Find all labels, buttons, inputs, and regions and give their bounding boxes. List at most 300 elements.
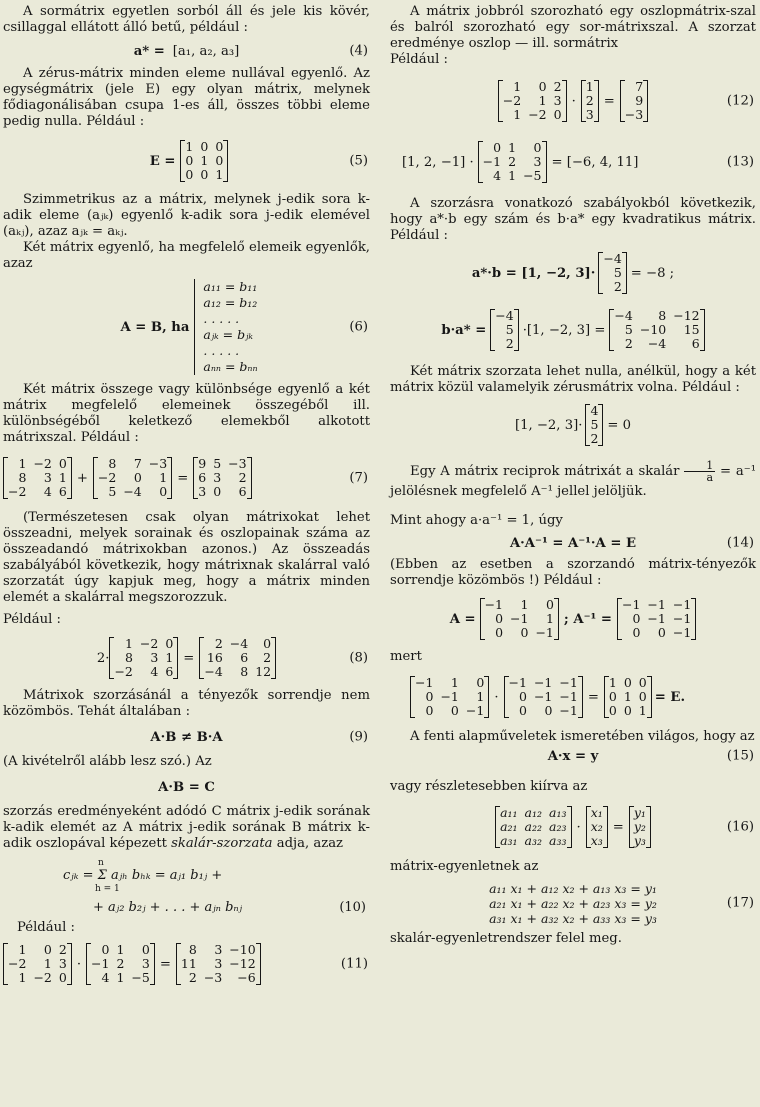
matrix-cell: a₁₁ [500, 805, 518, 820]
matrix-cell: 3 [214, 956, 223, 971]
dot-operator: · [76, 956, 82, 972]
matrix-cell: 0 [608, 689, 617, 704]
matrix-cell: 0 [165, 636, 174, 651]
eq-lhs: A = B, ha [120, 319, 190, 335]
matrix-cell: 4 [590, 403, 599, 418]
matrix-cell: −2 [33, 970, 52, 985]
equation-inner-product [390, 244, 756, 302]
equation-mert [390, 665, 756, 729]
dot-operator: · [571, 93, 576, 109]
equation-4 [3, 36, 370, 66]
text: = a⁻¹ jelölésnek megfelelő A⁻¹ jellel jelöljük. [390, 464, 756, 499]
emphasis: skalár-szorzata [171, 836, 273, 851]
matrix-cell: −2 [8, 484, 27, 499]
eq-expr: A·x = y [547, 748, 599, 764]
eq-rhs: = E. [654, 689, 686, 705]
matrix-cell: a₂₁ [500, 819, 518, 834]
row-vector: [1, 2, −1] · [402, 154, 474, 170]
matrix-cell: 0 [638, 689, 647, 704]
equation-11 [3, 936, 370, 992]
fraction-denominator: a [706, 471, 714, 484]
identity-matrix [604, 676, 652, 718]
text: Egy A mátrix reciprok mátrixát a skalár [410, 464, 685, 479]
equals-operator: = [587, 689, 599, 705]
matrix-cell: 8 [18, 470, 27, 485]
equation-12 [390, 68, 756, 134]
matrix-cell: −4 [123, 484, 142, 499]
matrix-cell: x₃ [590, 833, 603, 848]
equation-line: a₂₁ x₁ + a₂₂ x₂ + a₂₃ x₃ = y₂ [489, 895, 657, 911]
paragraph: Például : [17, 920, 75, 935]
matrix-cell: 0 [520, 625, 529, 640]
matrix-cell: −2 [139, 636, 159, 651]
eq-rhs: = −8 ; [630, 265, 675, 281]
paragraph: A sormátrix egyetlen sorból áll és jele kis kövér, csillaggal ellátott álló betű, például : [3, 4, 370, 35]
matrix-cell: a₃₃ [549, 833, 567, 848]
matrix-cell: −1 [482, 154, 502, 169]
matrix-cell: 1 [185, 139, 194, 154]
matrix-cell: 0 [450, 703, 459, 718]
matrix-cell: 3 [553, 93, 562, 108]
eq-rhs: = 0 [607, 417, 632, 433]
matrix-cell: 1 [116, 942, 125, 957]
equation-7 [3, 446, 370, 510]
matrix-cell: 0 [519, 703, 527, 718]
matrix-cell: 0 [101, 942, 110, 957]
coefficient-matrix [495, 806, 571, 848]
matrix-cell: 2 [116, 956, 125, 971]
matrix-cell: −1 [484, 597, 504, 612]
matrix-cell: 8 [240, 664, 249, 679]
equation-6 [3, 272, 370, 382]
paragraph [390, 460, 756, 501]
matrix-cell: 1 [508, 140, 517, 155]
matrix-cell: y₃ [633, 833, 646, 848]
matrix-cell: 2 [553, 79, 562, 94]
equation-8 [3, 628, 370, 688]
matrix-cell: −12 [229, 956, 256, 971]
equation-5 [3, 130, 370, 192]
matrix-cell: 9 [635, 93, 644, 108]
matrix-cell: 0 [495, 625, 504, 640]
matrix-cell: −1 [559, 703, 578, 718]
fraction [684, 460, 715, 483]
paragraph: (A kivételről alább lesz szó.) Az [3, 754, 212, 769]
matrix-cell: 2 [263, 650, 272, 665]
matrix-cell: 1 [538, 93, 547, 108]
paragraph: mert [390, 649, 422, 664]
matrix-cell: −4 [229, 636, 249, 651]
matrix-cell: 1 [58, 470, 67, 485]
matrix-cell: 1 [18, 456, 27, 471]
matrix-cell: 1 [18, 970, 27, 985]
matrix-cell: −1 [533, 689, 553, 704]
matrix-cell: 3 [150, 650, 159, 665]
matrix-cell: 1 [513, 79, 522, 94]
matrix-cell: 6 [691, 336, 700, 351]
matrix [617, 598, 696, 640]
matrix-cell: 1 [200, 153, 209, 168]
matrix-cell: −2 [97, 470, 117, 485]
eq-rhs: = [−6, 4, 11] [551, 154, 639, 170]
matrix-cell: 0 [638, 675, 647, 690]
equation-line: . . . . . [203, 343, 240, 358]
equation-number: (8) [349, 650, 368, 666]
matrix-cell: 0 [493, 140, 502, 155]
matrix-cell: 0 [632, 625, 641, 640]
equation-number: (13) [726, 154, 754, 170]
equation-system [489, 881, 657, 926]
matrix-cell: 5 [613, 265, 622, 280]
matrix-cell: −1 [621, 597, 641, 612]
matrix-cell: 0 [200, 139, 209, 154]
matrix-cell: −1 [672, 611, 692, 626]
column-vector [581, 80, 599, 122]
matrix [609, 309, 704, 351]
matrix-cell: 0 [533, 140, 542, 155]
matrix-cell: 2 [505, 336, 514, 351]
matrix-cell: 0 [544, 703, 553, 718]
matrix-cell: 11 [180, 956, 197, 971]
matrix-cell: 0 [43, 942, 52, 957]
equation-number: (12) [726, 93, 754, 109]
matrix-cell: 0 [185, 153, 194, 168]
equation-line: a₃₁ x₁ + a₃₂ x₂ + a₃₃ x₃ = y₃ [489, 910, 657, 926]
eq-mid: ·[1, −2, 3] = [522, 322, 606, 338]
matrix [504, 676, 583, 718]
matrix-cell: 1 [608, 675, 617, 690]
matrix-cell: 0 [425, 689, 434, 704]
matrix-cell: 8 [658, 308, 667, 323]
matrix-cell: −4 [614, 308, 633, 323]
eq-expr: A·B ≠ B·A [150, 729, 223, 745]
matrix-cell: 4 [43, 484, 52, 499]
eq-lhs: b·a* = [441, 322, 487, 338]
matrix-cell: 1 [124, 636, 133, 651]
matrix-cell: 6 [238, 484, 247, 499]
matrix-cell: 0 [623, 675, 632, 690]
matrix-cell: 3 [213, 470, 222, 485]
matrix-cell: 6 [198, 470, 207, 485]
matrix-cell: −6 [237, 970, 256, 985]
matrix-cell: 1 [520, 597, 529, 612]
equals-operator: = [183, 650, 195, 666]
matrix-cell: −1 [415, 675, 434, 690]
matrix [3, 943, 72, 985]
scalar: 2· [96, 650, 110, 666]
equation-number: (14) [726, 535, 754, 551]
matrix [480, 598, 559, 640]
matrix-cell: 3 [43, 470, 52, 485]
equals-operator: = [612, 819, 624, 835]
matrix-cell: −3 [148, 456, 168, 471]
matrix-cell: 5 [108, 484, 117, 499]
matrix-cell: 1 [18, 942, 27, 957]
matrix-cell: 1 [623, 689, 632, 704]
dot-operator: · [494, 689, 499, 705]
matrix-cell: 0 [623, 703, 632, 718]
matrix-cell: 1 [513, 107, 522, 122]
matrix-cell: 1 [159, 470, 168, 485]
matrix-cell: y₁ [633, 805, 646, 820]
result-vector [629, 806, 651, 848]
equation-outer-product [390, 302, 756, 358]
matrix-cell: 3 [141, 956, 150, 971]
matrix-cell: −2 [33, 456, 52, 471]
matrix-cell: −1 [672, 625, 692, 640]
matrix-cell: 0 [200, 167, 209, 182]
matrix-cell: −4 [495, 308, 514, 323]
equation-14 [390, 529, 756, 557]
matrix [498, 80, 567, 122]
matrix [410, 676, 489, 718]
equation-number: (15) [726, 748, 754, 764]
matrix-cell: −1 [465, 703, 485, 718]
paragraph: (Természetesen csak olyan mátrixokat lehet összeadni, melyek sorainak és oszlopainak száma az összeadandó mátrixokban azonos.) Az összeadás szabályából következik, hogy mátrixnak skalárral való szorzatát úgy kapjuk meg, hogy a mátrix minden elemét a skalárral megszorozzuk. [3, 510, 370, 605]
paragraph: Mátrixok szorzásánál a tényezők sorrendje nem közömbös. Tehát általában : [3, 688, 370, 719]
paragraph: A fenti alapműveletek ismeretében világos, hogy az [410, 729, 755, 744]
matrix-cell: 8 [108, 456, 117, 471]
equation-line: . . . . . [203, 311, 240, 326]
matrix-cell: 0 [657, 625, 666, 640]
matrix-cell: −2 [114, 664, 133, 679]
matrix-cell: 1 [43, 956, 52, 971]
identity-matrix [180, 140, 228, 182]
plus-operator: + [76, 470, 88, 486]
matrix-cell: 1 [508, 168, 517, 183]
matrix-cell: 0 [608, 703, 617, 718]
matrix-cell: 6 [165, 664, 174, 679]
matrix-cell: −3 [228, 456, 247, 471]
fraction-numerator: 1 [684, 460, 715, 472]
matrix-cell: 1 [450, 675, 459, 690]
matrix-cell: 0 [133, 470, 142, 485]
matrix-cell: 0 [553, 107, 562, 122]
matrix-cell: y₂ [633, 819, 646, 834]
matrix-cell: 0 [159, 484, 168, 499]
equation-ab-c [3, 770, 370, 804]
left-column [3, 2, 370, 992]
matrix-cell: 0 [215, 139, 224, 154]
matrix-cell: −1 [559, 675, 578, 690]
eq-lhs: E = [149, 153, 176, 169]
matrix-cell: 0 [141, 942, 150, 957]
column-vector [598, 252, 626, 294]
matrix-cell: 7 [133, 456, 142, 471]
dot-operator: · [576, 819, 581, 835]
paragraph [3, 804, 370, 852]
matrix-cell: 0 [185, 167, 194, 182]
matrix-cell: 4 [101, 970, 110, 985]
matrix-cell: −1 [647, 611, 666, 626]
matrix [3, 457, 72, 499]
matrix-cell: −4 [647, 336, 667, 351]
matrix-cell: 8 [188, 942, 197, 957]
column-vector [490, 309, 518, 351]
matrix-cell: 4 [150, 664, 159, 679]
equation-16 [390, 795, 756, 859]
matrix-cell: 3 [58, 956, 67, 971]
equation-line: a₁₁ x₁ + a₁₂ x₂ + a₁₃ x₃ = y₁ [489, 880, 657, 896]
eq-expr: A·A⁻¹ = A⁻¹·A = E [509, 535, 637, 551]
matrix-cell: 1 [215, 167, 224, 182]
equation-number: (7) [349, 470, 368, 486]
matrix-cell: 2 [613, 279, 622, 294]
paragraph: A zérus-mátrix minden eleme nullával egyenlő. Az egységmátrix (jele E) egy olyan mátrix, melynek fődiagonálisában csupa 1-es áll, összes többi eleme pedig nulla. Például : [3, 66, 370, 129]
paragraph: Két mátrix szorzata lehet nulla, anélkül, hogy a két mátrix közül valamelyik zérusmátrix volna. Például : [390, 364, 756, 395]
matrix-cell: 2 [238, 470, 247, 485]
matrix-cell: −2 [502, 93, 522, 108]
unknown-vector [586, 806, 608, 848]
matrix-cell: −5 [131, 970, 150, 985]
equation-line: a₁₂ = b₁₂ [203, 295, 258, 310]
equation-line: aⱼₖ = bⱼₖ [203, 327, 253, 342]
eq-line: + aⱼ₂ b₂ⱼ + . . . + aⱼₙ bₙⱼ [93, 900, 243, 915]
matrix-cell: 3 [533, 154, 542, 169]
matrix-cell: a₃₂ [524, 833, 543, 848]
matrix-cell: 0 [58, 456, 67, 471]
matrix-cell: a₂₃ [549, 819, 567, 834]
matrix-cell: 0 [519, 689, 527, 704]
equation-line: aₙₙ = bₙₙ [203, 359, 258, 374]
equation-number: (17) [726, 895, 754, 911]
paragraph: mátrix-egyenletnek az [390, 859, 539, 874]
matrix-cell: −1 [535, 625, 554, 640]
matrix-cell: −12 [673, 308, 700, 323]
paragraph: Például : [390, 52, 448, 67]
matrix [199, 637, 276, 679]
matrix-cell: −3 [624, 107, 644, 122]
matrix-cell: −1 [533, 675, 553, 690]
equation-10 [3, 852, 370, 920]
matrix-cell: 3 [198, 484, 207, 499]
matrix-cell: 0 [476, 675, 485, 690]
matrix-cell: 3 [214, 942, 223, 957]
column-vector [585, 404, 603, 446]
equation-15 [390, 745, 756, 767]
equation-number: (4) [349, 43, 368, 59]
matrix-cell: 0 [215, 153, 224, 168]
matrix-cell: −1 [91, 956, 110, 971]
matrix-cell: 0 [632, 611, 641, 626]
paragraph: Szimmetrikus az a mátrix, melynek j-edik sora k-adik eleme (aⱼₖ) egyenlő k-adik sora j-edik elemével (aₖⱼ), azaz aⱼₖ = aₖⱼ. [3, 192, 370, 239]
eq-expr: A·B = C [158, 779, 215, 795]
matrix-cell: 5 [213, 456, 222, 471]
equation-number: (5) [349, 153, 368, 169]
matrix [93, 457, 172, 499]
matrix-cell: −1 [559, 689, 578, 704]
eq-mid: ; A⁻¹ = [563, 611, 612, 627]
equation-9 [3, 720, 370, 754]
matrix-cell: −3 [203, 970, 223, 985]
equation-number: (16) [726, 819, 754, 835]
sum-upper-limit: n [98, 858, 104, 868]
matrix-cell: 0 [58, 970, 67, 985]
matrix-cell: 1 [638, 703, 647, 718]
matrix-cell: −4 [204, 664, 223, 679]
paragraph: Például : [3, 612, 61, 627]
matrix [86, 943, 155, 985]
matrix-cell: 0 [538, 79, 547, 94]
matrix-cell: 3 [585, 107, 594, 122]
matrix-cell: 7 [635, 79, 644, 94]
matrix-cell: 6 [240, 650, 249, 665]
matrix-cell: 15 [683, 322, 700, 337]
matrix-cell: 0 [495, 611, 504, 626]
matrix-cell: 2 [590, 431, 599, 446]
matrix-cell: −5 [523, 168, 542, 183]
matrix-cell: x₂ [590, 819, 603, 834]
text: szorzás eredményeként adódó C mátrix j-edik sorának k-adik elemét az A mátrix j-edik sorának B mátrix k-adik oszlopával képezett [3, 804, 370, 851]
matrix-cell: 2 [58, 942, 67, 957]
matrix-cell: 6 [58, 484, 67, 499]
eq-lhs: [1, −2, 3]· [514, 417, 583, 433]
eq-rhs: [a₁, a₂, a₃] [172, 43, 240, 59]
matrix-cell: −1 [647, 597, 666, 612]
equation-system [194, 279, 257, 375]
paragraph: Két mátrix egyenlő, ha megfelelő elemeik egyenlők, azaz [3, 240, 370, 271]
matrix-cell: 4 [493, 168, 502, 183]
matrix-cell: 1 [545, 611, 554, 626]
matrix-cell: 2 [624, 336, 633, 351]
matrix-cell: 16 [206, 650, 223, 665]
right-column [390, 2, 756, 947]
matrix-cell: 0 [425, 703, 434, 718]
matrix-cell: −1 [508, 675, 527, 690]
matrix-cell: 1 [476, 689, 485, 704]
equation-number: (9) [349, 729, 368, 745]
matrix-cell: a₁₂ [524, 805, 543, 820]
matrix-cell: 1 [116, 970, 125, 985]
matrix-cell: 5 [624, 322, 633, 337]
eq-lhs: a* = [133, 43, 165, 59]
sum-lower-limit: h = 1 [95, 884, 120, 894]
matrix-cell: −1 [510, 611, 529, 626]
matrix-cell: a₃₁ [500, 833, 518, 848]
matrix-cell: −10 [229, 942, 256, 957]
matrix-cell: −1 [440, 689, 459, 704]
matrix-cell: 5 [590, 417, 599, 432]
matrix-cell: 5 [505, 322, 514, 337]
matrix-cell: −1 [672, 597, 692, 612]
matrix-cell: 8 [124, 650, 133, 665]
eq-lhs: a*·b = [1, −2, 3]· [471, 265, 596, 281]
matrix-cell: 2 [585, 93, 594, 108]
matrix [109, 637, 178, 679]
paragraph: Két mátrix összege vagy különbsége egyenlő a két mátrix megfelelő elemeinek összegéből ill. különbségéből keletkező elemekből alkotott mátrixszal. Például : [3, 382, 370, 445]
equation-17 [390, 875, 756, 931]
paragraph: A mátrix jobbról szorozható egy oszlopmátrix-szal és balról szorozható egy sor-mátrixszal. A szorzat eredménye oszlop — ill. sormátrix [390, 4, 756, 51]
matrix [176, 943, 261, 985]
equation-number: (6) [349, 319, 368, 335]
equation-number: (11) [340, 956, 368, 972]
matrix-cell: 9 [198, 456, 207, 471]
matrix-cell: a₁₃ [549, 805, 567, 820]
paragraph: Mint ahogy a·a⁻¹ = 1, úgy [390, 513, 563, 528]
matrix-cell: 0 [213, 484, 222, 499]
text: adja, azaz [272, 836, 343, 851]
equation-line: a₁₁ = b₁₁ [203, 279, 258, 294]
matrix-cell: −2 [8, 956, 27, 971]
matrix-cell: 12 [255, 664, 272, 679]
equals-operator: = [603, 93, 615, 109]
matrix [193, 457, 251, 499]
matrix-cell: 2 [188, 970, 197, 985]
paragraph: A szorzásra vonatkozó szabályokból következik, hogy a*·b egy szám és b·a* egy kvadratikus mátrix. Például : [390, 196, 756, 243]
equation-zero-product [390, 396, 756, 454]
matrix-cell: −2 [528, 107, 547, 122]
matrix-cell: 2 [214, 636, 223, 651]
